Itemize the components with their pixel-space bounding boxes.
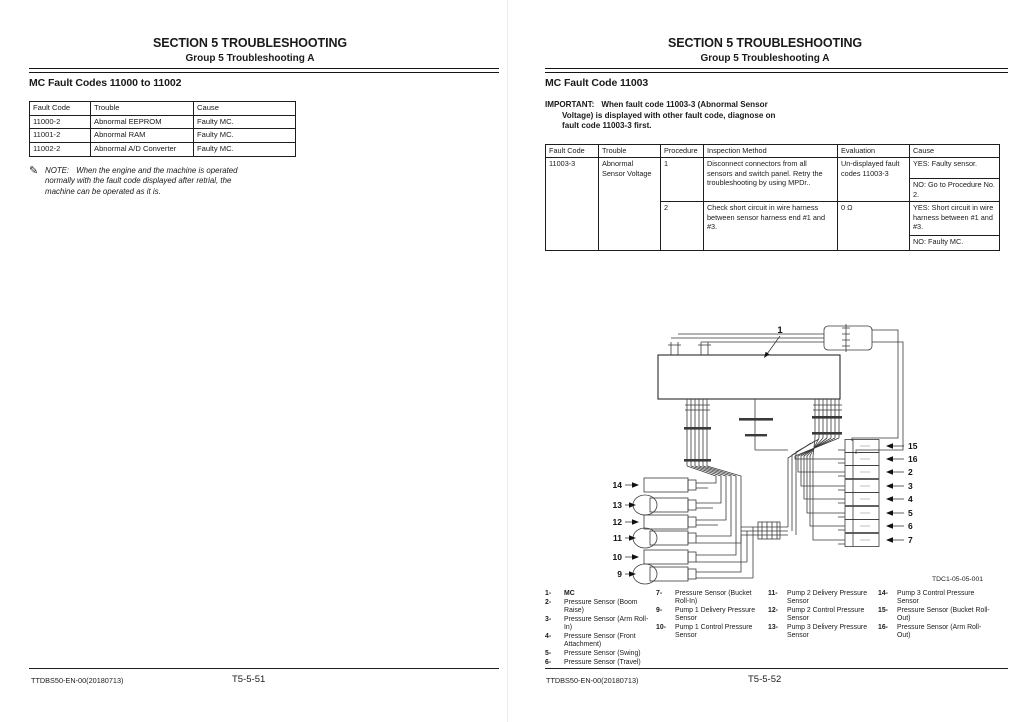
cell-cause-no: NO: Faulty MC. [910, 236, 1000, 251]
connector-label: 5 [908, 508, 913, 518]
legend-column-3 [768, 590, 868, 641]
col-header-procedure: Procedure [661, 145, 704, 158]
legend-column-2 [656, 590, 756, 641]
table-row [546, 158, 1000, 179]
col-header-trouble: Trouble [599, 145, 661, 158]
right-doc-code: TTDBS50-EN-00(20180713) [546, 676, 639, 685]
legend-item: 1- MC [545, 590, 575, 597]
cell-fault-code: 11002-2 [30, 143, 91, 157]
connector-label: 12 [612, 517, 622, 527]
legend-column-4 [878, 590, 992, 641]
pencil-note-icon: ✎ [29, 165, 39, 177]
legend-column-1 [545, 590, 651, 668]
legend-item: 4- Pressure Sensor (Front Attachment) [545, 632, 636, 649]
important-text: When fault code 11003-3 (Abnormal Sensor Voltage) is displayed with other fault code, diagnose on fault code 11003-3 first. [562, 100, 776, 131]
col-header-cause: Cause [194, 102, 296, 116]
connector-label: 16 [908, 454, 918, 464]
legend-item: 9- Pump 1 Delivery Pressure Sensor [656, 607, 756, 623]
legend-item: 14- Pump 3 Control Pressure Sensor [878, 590, 975, 606]
col-header-inspection-method: Inspection Method [704, 145, 838, 158]
left-header-rule [29, 68, 499, 73]
table-row [30, 143, 296, 157]
right-page-number: T5-5-52 [748, 674, 782, 685]
left-page-heading: MC Fault Codes 11000 to 11002 [29, 77, 182, 89]
important-block [545, 100, 786, 132]
left-connector-labels [613, 480, 639, 579]
left-group-title: Group 5 Troubleshooting A [185, 53, 315, 64]
note-label: NOTE: [45, 166, 70, 175]
right-connectors [845, 440, 879, 547]
legend-item: 5- Pressure Sensor (Swing) [545, 649, 641, 657]
right-group-title: Group 5 Troubleshooting A [700, 53, 830, 64]
cell-fault-code: 11001-2 [30, 129, 91, 143]
left-page-number: T5-5-51 [232, 674, 266, 685]
cell-procedure: 2 [661, 202, 704, 251]
connector-label: 9 [617, 569, 622, 579]
connector-label: 11 [613, 533, 622, 543]
right-page-heading: MC Fault Code 11003 [545, 77, 649, 89]
col-header-evaluation: Evaluation [838, 145, 910, 158]
cell-cause: Faulty MC. [194, 129, 296, 143]
page-gutter-divider [507, 0, 508, 722]
cell-trouble: Abnormal EEPROM [91, 115, 194, 129]
cell-fault-code: 11000-2 [30, 115, 91, 129]
table-header-row [30, 102, 296, 116]
cell-trouble: Abnormal RAM [91, 129, 194, 143]
connector-label: 13 [612, 500, 622, 510]
col-header-fault-code: Fault Code [546, 145, 599, 158]
cell-cause: Faulty MC. [194, 115, 296, 129]
left-doc-code: TTDBS50-EN-00(20180713) [31, 676, 124, 685]
table-row [30, 129, 296, 143]
col-header-fault-code: Fault Code [30, 102, 91, 116]
legend-item: 16- Pressure Sensor (Arm Roll-Out) [878, 624, 982, 640]
cell-fault-code: 11003-3 [546, 158, 599, 251]
legend-item: 11- Pump 2 Delivery Pressure Sensor [768, 590, 868, 606]
mc-callout-label: 1 [777, 325, 783, 336]
connector-label: 14 [612, 480, 622, 490]
note-block [45, 166, 257, 197]
col-header-cause: Cause [910, 145, 1000, 158]
col-header-trouble: Trouble [91, 102, 194, 116]
left-section-title: SECTION 5 TROUBLESHOOTING [152, 36, 348, 50]
table-header-row [546, 145, 1000, 158]
connector-label: 6 [908, 521, 913, 531]
cell-trouble: Abnormal A/D Converter [91, 143, 194, 157]
connector-label: 3 [908, 481, 913, 491]
right-footer-rule [545, 668, 1008, 669]
connector-label: 2 [908, 467, 913, 477]
connector-label: 15 [908, 441, 918, 451]
legend-item: 2- Pressure Sensor (Boom Raise) [545, 598, 638, 615]
cell-cause: Faulty MC. [194, 143, 296, 157]
right-section-title: SECTION 5 TROUBLESHOOTING [667, 36, 863, 50]
cell-cause-yes: YES: Short circuit in wire harness between #1 and #3. [910, 202, 1000, 236]
legend-item: 15- Pressure Sensor (Bucket Roll-Out) [878, 607, 990, 623]
legend-item: 6- Pressure Sensor (Travel) [545, 658, 641, 666]
cell-inspection: Disconnect connectors from all sensors and switch panel. Retry the troubleshooting by using MPDr.. [704, 158, 838, 202]
cell-cause-yes: YES: Faulty sensor. [910, 158, 1000, 179]
cell-cause-no: NO: Go to Procedure No. 2. [910, 179, 1000, 202]
left-connectors [633, 478, 696, 584]
left-footer-rule [29, 668, 499, 669]
legend-item: 10- Pump 1 Control Pressure Sensor [656, 624, 753, 640]
cell-evaluation: Un-displayed fault codes 11003-3 [838, 158, 910, 202]
legend-item: 7- Pressure Sensor (Bucket Roll-In) [656, 590, 752, 606]
figure-id: TDC1-05-05-001 [932, 576, 983, 583]
legend-item: 3- Pressure Sensor (Arm Roll-In) [545, 615, 649, 632]
right-header-rule [545, 68, 1008, 73]
cell-trouble: Abnormal Sensor Voltage [599, 158, 661, 251]
cell-procedure: 1 [661, 158, 704, 202]
wiring-diagram [592, 316, 992, 588]
legend-item: 13- Pump 3 Delivery Pressure Sensor [768, 624, 868, 640]
legend-item: 12- Pump 2 Control Pressure Sensor [768, 607, 865, 623]
fault-codes-table [29, 101, 296, 157]
mc-box [658, 355, 840, 399]
note-text: When the engine and the machine is operated normally with the fault code displayed after retrial, the machine can be operated as it is. [45, 166, 238, 196]
table-row [30, 115, 296, 129]
right-connector-labels [886, 441, 918, 545]
cell-inspection: Check short circuit in wire harness between sensor harness end #1 and #3. [704, 202, 838, 251]
diagnostic-table [545, 144, 1000, 251]
cell-evaluation: 0 Ω [838, 202, 910, 251]
important-label: IMPORTANT: [545, 100, 595, 109]
connector-label: 7 [908, 535, 913, 545]
connector-label: 4 [908, 494, 913, 504]
connector-label: 10 [612, 552, 622, 562]
